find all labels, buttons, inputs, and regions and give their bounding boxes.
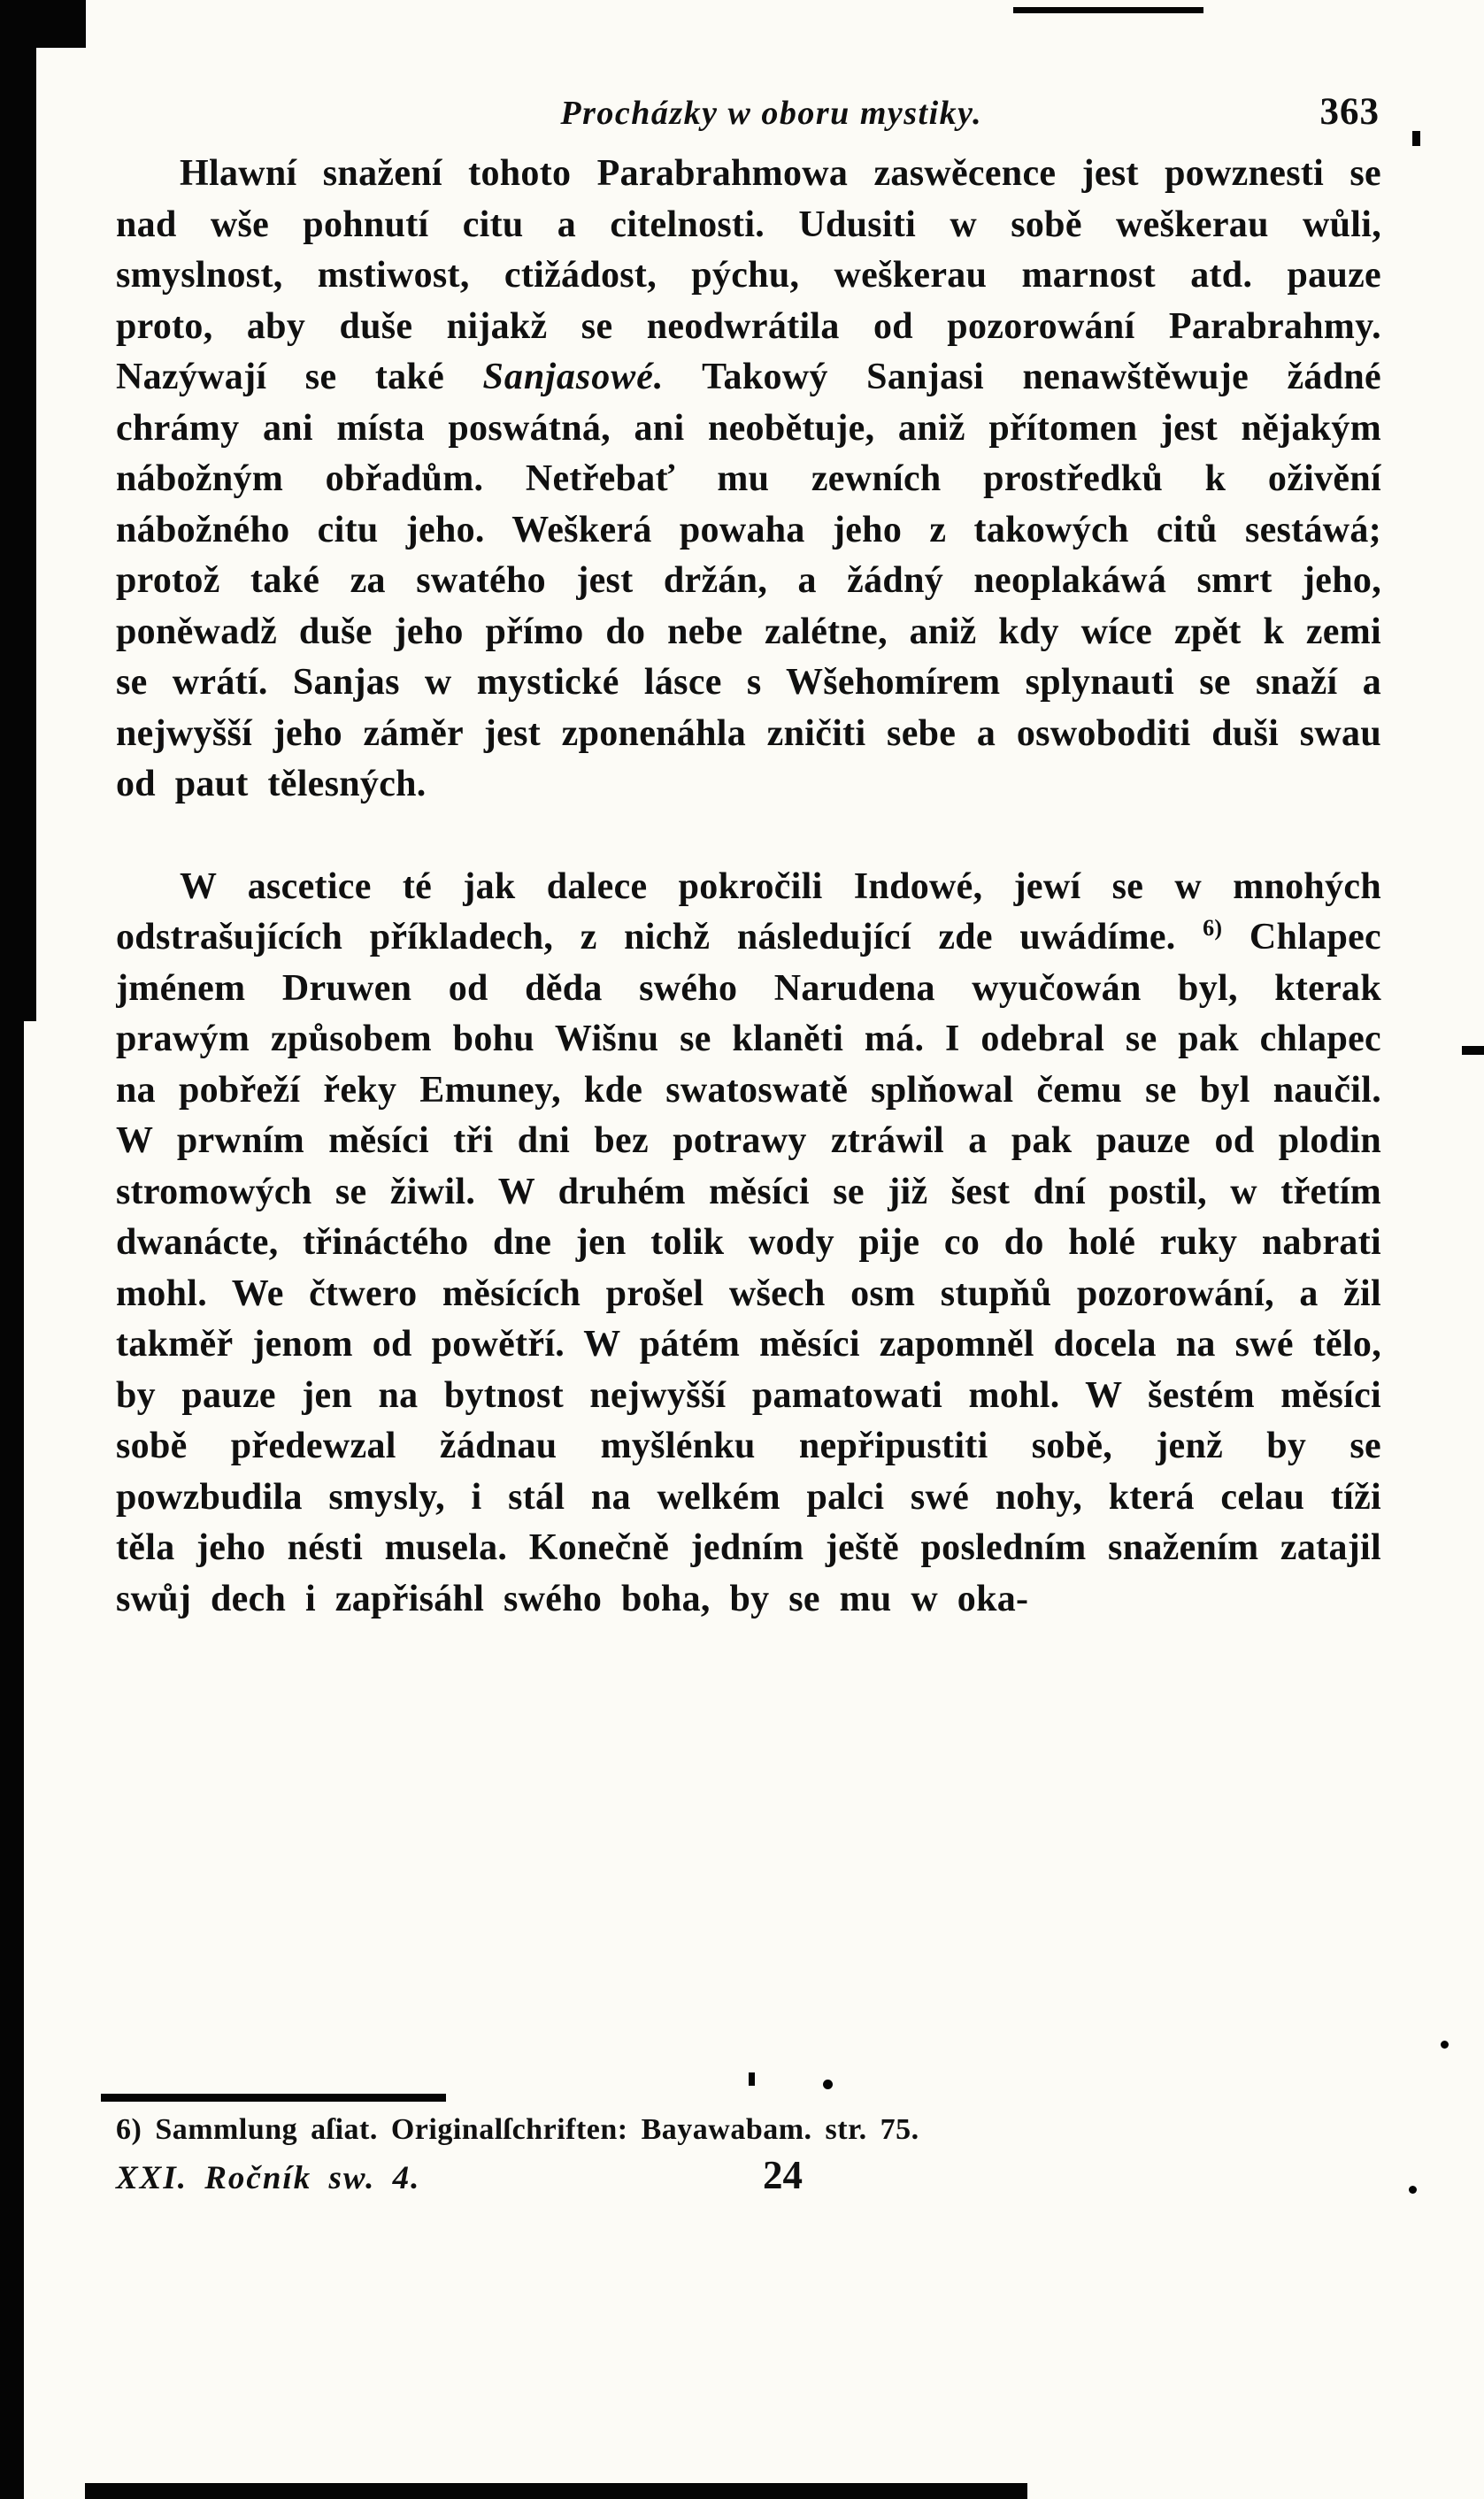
body-paragraphs <box>116 149 1381 2078</box>
paragraph <box>116 149 1381 811</box>
scan-dot-right-lower <box>1441 2041 1449 2049</box>
text-segment: Takowý Sanjasi nenawštěwuje žádné chrámy ani místa poswátná, ani neobětuje, aniž přítomen jest nějakým nábožným obřadům. Netřebať mu zewních prostředků k oživění nábožného citu jeho. Weškerá powaha jeho z takowých citů sestáwá; protož také za swatého jest držán, a žádný neoplakáwá smrt jeho, poněwadž duše jeho přímo do nebe zalétne, aniž kdy wíce zpět k zemi se wrátí. Sanjas w mystické lásce s Wšehomírem splynauti se snaží a nejwyšší jeho záměr jest zponenáhla zničiti sebe a oswoboditi duši swau od paut tělesných. <box>116 357 1381 804</box>
sheet-signature: 24 <box>763 2153 803 2197</box>
running-title: Procházky w oboru mystiky. <box>560 95 983 132</box>
text-segment: Chlapec jménem Druwen od děda swého Narudena wyučowán byl, kterak prawým způsobem bohu Wišnu se klaněti má. I odebral se pak chlapec na pobřeží řeky Emuney, kde swatoswatě splňowal čemu se byl naučil. W prwním měsíci tři dni bez potrawy ztráwil a pak pauze od plodin stromowých se žiwil. W druhém měsíci se již šest dní postil, w třetím dwanácte, třináctého dne jen tolik wody pije co do holé ruky nabrati mohl. We čtwero měsících prošel wšech osm stupňů pozorowání, a žil takměř jenom od powětří. W pátém měsíci zapomněl docela na swé tělo, by pauze jen na bytnost nejwyšší pamatowati mohl. W šestém měsíci sobě předewzal žádnau myšlénku nepřipustiti sobě, jenž by se powzbudila smysly, i stál na welkém palci swé nohy, která celau tíži těla jeho nésti musela. Konečně jedním ještě posledním snažením zatajil swůj dech i zapřisáhl swého boha, by se mu w oka- <box>116 917 1381 1619</box>
footnote-divider <box>101 2094 446 2102</box>
scan-edge-left <box>0 0 24 2499</box>
text-segment: Sanjasowé. <box>482 357 665 397</box>
scan-dash-right-edge <box>1462 1046 1484 1055</box>
text-segment: W ascetice té jak dalece pokročili Indowé, jewí se w mnohých odstrašujících příkladech, z nichž následující zde uwádíme. <box>116 865 1381 957</box>
scan-line-top-right <box>1013 7 1203 13</box>
paragraph <box>116 862 1381 1626</box>
page-header <box>117 90 1380 134</box>
scan-edge-left-inner <box>24 48 36 1021</box>
scan-corner-top-left <box>0 0 86 48</box>
page-number: 363 <box>1319 91 1380 133</box>
volume-label: XXI. Ročník sw. 4. <box>116 2160 421 2196</box>
scan-bar-bottom <box>85 2483 1027 2499</box>
footnote-text: 6) Sammlung aſiat. Originalſchriften: Bayawabam. str. 75. <box>116 2113 919 2146</box>
scan-speck-right-top <box>1412 131 1420 146</box>
scan-dot-footer-right <box>1409 2186 1417 2194</box>
scan-dot-above-rule <box>823 2080 833 2089</box>
text-segment: Hlawní snažení tohoto Parabrahmowa zaswěcence jest powznesti se nad wše pohnutí citu a citelnosti. Udusiti w sobě weškerau wůli, smyslnost, mstiwost, ctižádost, pýchu, weškerau marnost atd. pauze proto, aby duše nijakž se neodwrátila od pozorowání Parabrahmy. Nazýwají se také <box>116 153 1381 397</box>
footnote-reference: 6) <box>1203 915 1223 941</box>
